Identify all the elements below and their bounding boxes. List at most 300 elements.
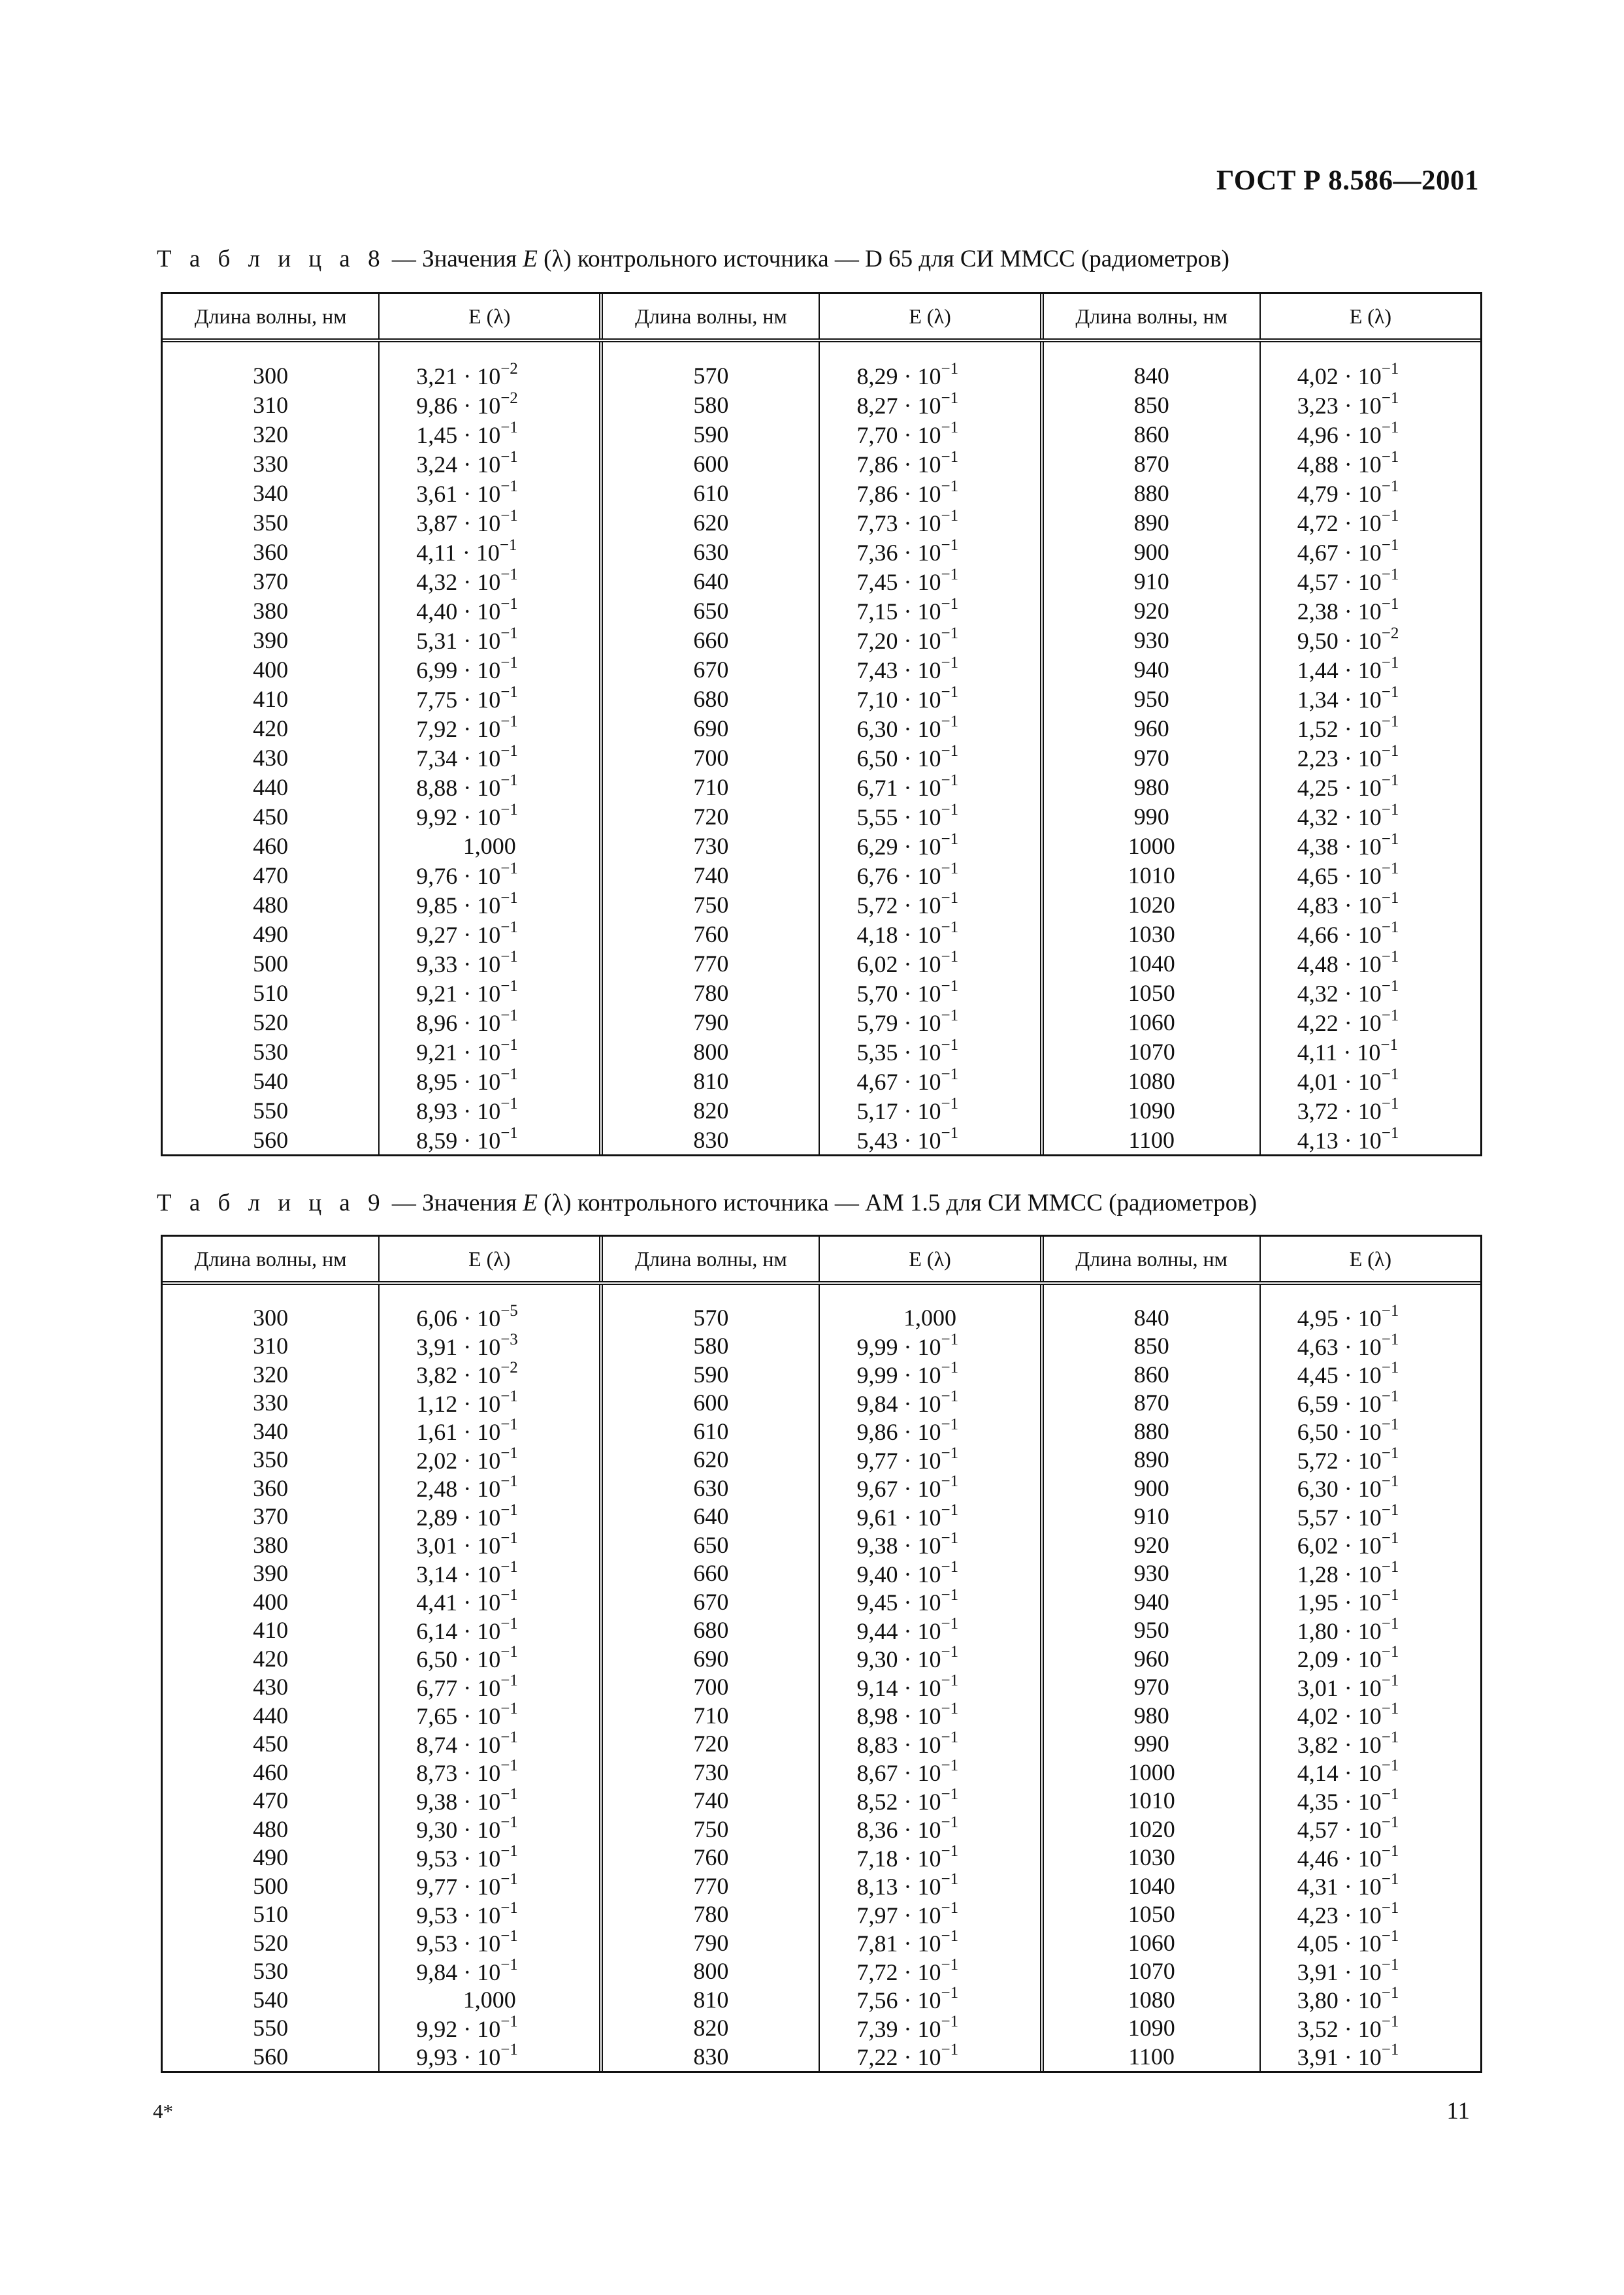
irradiance-cell: $4,11 \cdot 10^{-1}$ <box>379 537 601 566</box>
irradiance-cell: $1,52 \cdot 10^{-1}$ <box>1260 713 1480 743</box>
wavelength-cell: 970 <box>1042 743 1260 772</box>
table-row <box>163 684 1480 713</box>
irradiance-cell: $4,35 \cdot 10^{-1}$ <box>1260 1787 1480 1815</box>
table-8-header-row <box>163 294 1480 340</box>
table-9-header-irradiance: E (λ) <box>379 1237 601 1283</box>
irradiance-cell: $4,13 \cdot 10^{-1}$ <box>1260 1125 1480 1154</box>
irradiance-cell: $1,80 \cdot 10^{-1}$ <box>1260 1616 1480 1645</box>
irradiance-cell: $3,01 \cdot 10^{-1}$ <box>379 1531 601 1559</box>
irradiance-cell: $9,93 \cdot 10^{-1}$ <box>379 2042 601 2071</box>
table-row <box>163 2014 1480 2043</box>
wavelength-cell: 1050 <box>1042 978 1260 1007</box>
irradiance-cell: $1,95 \cdot 10^{-1}$ <box>1260 1587 1480 1616</box>
wavelength-cell: 1050 <box>1042 1900 1260 1929</box>
irradiance-cell: $9,53 \cdot 10^{-1}$ <box>379 1844 601 1872</box>
wavelength-cell: 660 <box>601 625 819 655</box>
wavelength-cell: 830 <box>601 2042 819 2071</box>
wavelength-cell: 770 <box>601 1872 819 1900</box>
irradiance-cell: $1,44 \cdot 10^{-1}$ <box>1260 655 1480 684</box>
wavelength-cell: 870 <box>1042 449 1260 478</box>
wavelength-cell: 710 <box>601 1701 819 1730</box>
table-8-header-irradiance: E (λ) <box>1260 294 1480 340</box>
irradiance-cell: $9,27 \cdot 10^{-1}$ <box>379 919 601 949</box>
wavelength-cell: 810 <box>601 1985 819 2014</box>
wavelength-cell: 850 <box>1042 390 1260 419</box>
irradiance-cell: $4,32 \cdot 10^{-1}$ <box>1260 802 1480 831</box>
table-row <box>163 860 1480 890</box>
irradiance-cell: $2,09 \cdot 10^{-1}$ <box>1260 1644 1480 1673</box>
table-row <box>163 1531 1480 1559</box>
wavelength-cell: 880 <box>1042 1417 1260 1446</box>
irradiance-cell: $9,44 \cdot 10^{-1}$ <box>819 1616 1041 1645</box>
irradiance-cell: $5,79 \cdot 10^{-1}$ <box>819 1007 1041 1037</box>
table-9-header-wavelength: Длина волны, нм <box>163 1237 379 1283</box>
wavelength-cell: 370 <box>253 568 289 594</box>
table-row <box>163 361 1480 390</box>
wavelength-cell: 960 <box>1042 713 1260 743</box>
irradiance-cell: $7,81 \cdot 10^{-1}$ <box>819 1929 1041 1957</box>
irradiance-cell: $2,02 \cdot 10^{-1}$ <box>379 1446 601 1474</box>
wavelength-cell: 880 <box>1042 478 1260 508</box>
wavelength-cell: 410 <box>253 685 289 712</box>
table-row <box>163 831 1480 860</box>
wavelength-cell: 360 <box>253 538 289 565</box>
irradiance-cell: $7,75 \cdot 10^{-1}$ <box>379 684 601 713</box>
wavelength-cell: 960 <box>1042 1644 1260 1673</box>
wavelength-cell: 1010 <box>1042 1787 1260 1815</box>
irradiance-cell: $7,65 \cdot 10^{-1}$ <box>379 1701 601 1730</box>
table-8-body <box>163 340 1480 1154</box>
wavelength-cell: 800 <box>601 1037 819 1066</box>
wavelength-cell: 570 <box>601 1303 819 1332</box>
table-9-header-row <box>163 1237 1480 1283</box>
irradiance-cell: $8,73 \cdot 10^{-1}$ <box>379 1758 601 1787</box>
irradiance-cell: $9,14 \cdot 10^{-1}$ <box>819 1673 1041 1702</box>
table-spacer-cell <box>601 1283 819 1303</box>
document-code: ГОСТ Р 8.586—2001 <box>1216 165 1479 196</box>
table-spacer-cell <box>163 340 379 361</box>
table-row <box>163 1673 1480 1702</box>
table-row <box>163 566 1480 596</box>
irradiance-cell: $3,14 \cdot 10^{-1}$ <box>379 1559 601 1588</box>
irradiance-cell: $4,96 \cdot 10^{-1}$ <box>1260 419 1480 449</box>
irradiance-cell: $8,29 \cdot 10^{-1}$ <box>819 361 1041 390</box>
table-row <box>163 1303 1480 1332</box>
wavelength-cell: 940 <box>1042 1587 1260 1616</box>
wavelength-cell: 330 <box>253 1390 289 1416</box>
table-row <box>163 1125 1480 1154</box>
irradiance-cell: $8,96 \cdot 10^{-1}$ <box>379 1007 601 1037</box>
irradiance-cell: $9,38 \cdot 10^{-1}$ <box>379 1787 601 1815</box>
table-row <box>163 1503 1480 1531</box>
table-spacer-cell <box>601 340 819 361</box>
irradiance-cell: $9,92 \cdot 10^{-1}$ <box>379 802 601 831</box>
irradiance-cell: $4,25 \cdot 10^{-1}$ <box>1260 772 1480 802</box>
wavelength-cell: 680 <box>601 684 819 713</box>
wavelength-cell: 410 <box>253 1617 289 1644</box>
wavelength-cell: 300 <box>253 1304 289 1331</box>
table-row <box>163 1007 1480 1037</box>
irradiance-cell: $7,56 \cdot 10^{-1}$ <box>819 1985 1041 2014</box>
irradiance-cell: $8,95 \cdot 10^{-1}$ <box>379 1066 601 1096</box>
wavelength-cell: 490 <box>253 1844 289 1871</box>
irradiance-cell: $4,63 \cdot 10^{-1}$ <box>1260 1332 1480 1361</box>
table-row <box>163 1446 1480 1474</box>
table-spacer-cell <box>1260 340 1480 361</box>
table-row <box>163 2042 1480 2071</box>
irradiance-cell: $7,18 \cdot 10^{-1}$ <box>819 1844 1041 1872</box>
table-9-body <box>163 1283 1480 2071</box>
irradiance-cell: $7,92 \cdot 10^{-1}$ <box>379 713 601 743</box>
wavelength-cell: 1030 <box>1042 1844 1260 1872</box>
wavelength-cell: 1020 <box>1042 1815 1260 1844</box>
irradiance-cell: $3,52 \cdot 10^{-1}$ <box>1260 2014 1480 2043</box>
wavelength-cell: 570 <box>601 361 819 390</box>
irradiance-cell: $7,45 \cdot 10^{-1}$ <box>819 566 1041 596</box>
wavelength-cell: 600 <box>601 449 819 478</box>
irradiance-cell: $3,87 \cdot 10^{-1}$ <box>379 508 601 537</box>
table-row <box>163 1957 1480 1986</box>
wavelength-cell: 650 <box>601 1531 819 1559</box>
sheet-mark: 4* <box>153 2100 173 2123</box>
wavelength-cell: 590 <box>601 1360 819 1389</box>
wavelength-cell: 650 <box>601 596 819 625</box>
irradiance-cell: $5,72 \cdot 10^{-1}$ <box>1260 1446 1480 1474</box>
wavelength-cell: 990 <box>1042 802 1260 831</box>
table-8-header-wavelength: Длина волны, нм <box>163 294 379 340</box>
irradiance-cell: $9,53 \cdot 10^{-1}$ <box>379 1929 601 1957</box>
wavelength-cell: 540 <box>253 1067 289 1094</box>
wavelength-cell: 970 <box>1042 1673 1260 1702</box>
irradiance-cell: $7,10 \cdot 10^{-1}$ <box>819 684 1041 713</box>
irradiance-cell: $1,34 \cdot 10^{-1}$ <box>1260 684 1480 713</box>
wavelength-cell: 1040 <box>1042 1872 1260 1900</box>
irradiance-cell: $8,74 \cdot 10^{-1}$ <box>379 1730 601 1759</box>
table-9-caption-e: E <box>523 1190 538 1216</box>
wavelength-cell: 1000 <box>1042 1758 1260 1787</box>
irradiance-cell: $9,33 \cdot 10^{-1}$ <box>379 949 601 978</box>
table-row <box>163 1929 1480 1957</box>
irradiance-cell: $9,85 \cdot 10^{-1}$ <box>379 890 601 919</box>
table-9-header-wavelength: Длина волны, нм <box>1042 1237 1260 1283</box>
irradiance-cell: $9,53 \cdot 10^{-1}$ <box>379 1900 601 1929</box>
wavelength-cell: 900 <box>1042 537 1260 566</box>
table-row <box>163 1787 1480 1815</box>
irradiance-cell: $4,57 \cdot 10^{-1}$ <box>1260 566 1480 596</box>
wavelength-cell: 690 <box>601 1644 819 1673</box>
table-spacer-cell <box>1260 1283 1480 1303</box>
table-row <box>163 890 1480 919</box>
wavelength-cell: 430 <box>253 1674 289 1701</box>
irradiance-cell: $4,88 \cdot 10^{-1}$ <box>1260 449 1480 478</box>
wavelength-cell: 1060 <box>1042 1929 1260 1957</box>
wavelength-cell: 920 <box>1042 596 1260 625</box>
irradiance-cell: $4,02 \cdot 10^{-1}$ <box>1260 361 1480 390</box>
irradiance-cell: $1,28 \cdot 10^{-1}$ <box>1260 1559 1480 1588</box>
irradiance-cell: $6,50 \cdot 10^{-1}$ <box>379 1644 601 1673</box>
table-row <box>163 1900 1480 1929</box>
wavelength-cell: 580 <box>601 1332 819 1361</box>
table-spacer-cell <box>379 340 601 361</box>
wavelength-cell: 470 <box>253 1787 289 1814</box>
irradiance-cell: $4,46 \cdot 10^{-1}$ <box>1260 1844 1480 1872</box>
irradiance-cell: $9,86 \cdot 10^{-1}$ <box>819 1417 1041 1446</box>
wavelength-cell: 380 <box>253 597 289 624</box>
wavelength-cell: 670 <box>601 655 819 684</box>
table-row <box>163 919 1480 949</box>
table-spacer-row <box>163 1283 1480 1303</box>
table-row <box>163 508 1480 537</box>
wavelength-cell: 830 <box>601 1125 819 1154</box>
irradiance-cell: $8,52 \cdot 10^{-1}$ <box>819 1787 1041 1815</box>
wavelength-cell: 790 <box>601 1007 819 1037</box>
table-row <box>163 1332 1480 1361</box>
irradiance-cell: $7,15 \cdot 10^{-1}$ <box>819 596 1041 625</box>
table-row <box>163 655 1480 684</box>
wavelength-cell: 850 <box>1042 1332 1260 1361</box>
wavelength-cell: 660 <box>601 1559 819 1588</box>
irradiance-cell: $4,31 \cdot 10^{-1}$ <box>1260 1872 1480 1900</box>
wavelength-cell: 490 <box>253 920 289 947</box>
irradiance-cell: $9,84 \cdot 10^{-1}$ <box>379 1957 601 1986</box>
wavelength-cell: 400 <box>253 1588 289 1615</box>
wavelength-cell: 890 <box>1042 1446 1260 1474</box>
wavelength-cell: 980 <box>1042 772 1260 802</box>
wavelength-cell: 940 <box>1042 655 1260 684</box>
irradiance-cell: $6,99 \cdot 10^{-1}$ <box>379 655 601 684</box>
wavelength-cell: 840 <box>1042 1303 1260 1332</box>
wavelength-cell: 710 <box>601 772 819 802</box>
wavelength-cell: 1030 <box>1042 919 1260 949</box>
wavelength-cell: 950 <box>1042 1616 1260 1645</box>
table-row <box>163 1037 1480 1066</box>
wavelength-cell: 820 <box>601 2014 819 2043</box>
wavelength-cell: 780 <box>601 1900 819 1929</box>
irradiance-cell: $4,95 \cdot 10^{-1}$ <box>1260 1303 1480 1332</box>
wavelength-cell: 900 <box>1042 1474 1260 1503</box>
table-row <box>163 1730 1480 1759</box>
wavelength-cell: 310 <box>253 391 289 418</box>
table-8-header-wavelength: Длина волны, нм <box>601 294 819 340</box>
wavelength-cell: 320 <box>253 421 289 448</box>
table-9-caption-rest: (λ) контрольного источника — AM 1.5 для СИ ММСС (радиометров) <box>537 1190 1258 1216</box>
irradiance-cell: $5,17 \cdot 10^{-1}$ <box>819 1096 1041 1125</box>
wavelength-cell: 420 <box>253 1645 289 1672</box>
irradiance-cell: $9,30 \cdot 10^{-1}$ <box>819 1644 1041 1673</box>
wavelength-cell: 320 <box>253 1361 289 1388</box>
irradiance-cell: $6,50 \cdot 10^{-1}$ <box>819 743 1041 772</box>
wavelength-cell: 640 <box>601 1503 819 1531</box>
wavelength-cell: 760 <box>601 919 819 949</box>
wavelength-cell: 980 <box>1042 1701 1260 1730</box>
table-row <box>163 1096 1480 1125</box>
irradiance-cell: $8,27 \cdot 10^{-1}$ <box>819 390 1041 419</box>
irradiance-cell: $9,99 \cdot 10^{-1}$ <box>819 1360 1041 1389</box>
wavelength-cell: 610 <box>601 478 819 508</box>
irradiance-cell: $8,93 \cdot 10^{-1}$ <box>379 1096 601 1125</box>
irradiance-cell: $5,35 \cdot 10^{-1}$ <box>819 1037 1041 1066</box>
table-row <box>163 713 1480 743</box>
irradiance-cell: $4,32 \cdot 10^{-1}$ <box>379 566 601 596</box>
irradiance-cell: $8,59 \cdot 10^{-1}$ <box>379 1125 601 1154</box>
irradiance-cell: $6,76 \cdot 10^{-1}$ <box>819 860 1041 890</box>
wavelength-cell: 580 <box>601 390 819 419</box>
irradiance-cell: $6,14 \cdot 10^{-1}$ <box>379 1616 601 1645</box>
wavelength-cell: 600 <box>601 1389 819 1418</box>
irradiance-cell: $8,36 \cdot 10^{-1}$ <box>819 1815 1041 1844</box>
wavelength-cell: 820 <box>601 1096 819 1125</box>
table-row <box>163 1474 1480 1503</box>
wavelength-cell: 810 <box>601 1066 819 1096</box>
irradiance-cell: $5,43 \cdot 10^{-1}$ <box>819 1125 1041 1154</box>
irradiance-cell: $2,48 \cdot 10^{-1}$ <box>379 1474 601 1503</box>
wavelength-cell: 930 <box>1042 625 1260 655</box>
irradiance-cell: $9,21 \cdot 10^{-1}$ <box>379 978 601 1007</box>
table-9-header-wavelength: Длина волны, нм <box>601 1237 819 1283</box>
wavelength-cell: 1020 <box>1042 890 1260 919</box>
irradiance-cell: $1,12 \cdot 10^{-1}$ <box>379 1389 601 1418</box>
irradiance-cell: $9,61 \cdot 10^{-1}$ <box>819 1503 1041 1531</box>
wavelength-cell: 930 <box>1042 1559 1260 1588</box>
wavelength-cell: 620 <box>601 1446 819 1474</box>
wavelength-cell: 670 <box>601 1587 819 1616</box>
wavelength-cell: 700 <box>601 743 819 772</box>
irradiance-cell: $4,79 \cdot 10^{-1}$ <box>1260 478 1480 508</box>
irradiance-cell: $3,21 \cdot 10^{-2}$ <box>379 361 601 390</box>
table-8-caption-rest: (λ) контрольного источника — D 65 для СИ ММСС (радиометров) <box>537 246 1229 272</box>
irradiance-cell: $8,88 \cdot 10^{-1}$ <box>379 772 601 802</box>
table-row <box>163 1389 1480 1418</box>
wavelength-cell: 640 <box>601 566 819 596</box>
irradiance-cell: $1,61 \cdot 10^{-1}$ <box>379 1417 601 1446</box>
table-9-header-irradiance: E (λ) <box>819 1237 1041 1283</box>
irradiance-cell: $1,45 \cdot 10^{-1}$ <box>379 419 601 449</box>
wavelength-cell: 500 <box>253 1872 289 1899</box>
irradiance-cell: $4,72 \cdot 10^{-1}$ <box>1260 508 1480 537</box>
wavelength-cell: 330 <box>253 450 289 477</box>
wavelength-cell: 560 <box>253 1126 289 1153</box>
irradiance-cell: $4,66 \cdot 10^{-1}$ <box>1260 919 1480 949</box>
table-spacer-cell <box>163 1283 379 1303</box>
table-row <box>163 772 1480 802</box>
irradiance-cell: $5,72 \cdot 10^{-1}$ <box>819 890 1041 919</box>
wavelength-cell: 860 <box>1042 1360 1260 1389</box>
wavelength-cell: 460 <box>253 832 289 859</box>
wavelength-cell: 1040 <box>1042 949 1260 978</box>
irradiance-cell: $5,57 \cdot 10^{-1}$ <box>1260 1503 1480 1531</box>
wavelength-cell: 550 <box>253 1097 289 1124</box>
wavelength-cell: 770 <box>601 949 819 978</box>
wavelength-cell: 420 <box>253 715 289 741</box>
table-row <box>163 625 1480 655</box>
table-row <box>163 1559 1480 1588</box>
irradiance-cell: $2,23 \cdot 10^{-1}$ <box>1260 743 1480 772</box>
wavelength-cell: 480 <box>253 1815 289 1842</box>
irradiance-cell: $4,05 \cdot 10^{-1}$ <box>1260 1929 1480 1957</box>
wavelength-cell: 630 <box>601 537 819 566</box>
irradiance-cell: $6,71 \cdot 10^{-1}$ <box>819 772 1041 802</box>
irradiance-cell: $3,01 \cdot 10^{-1}$ <box>1260 1673 1480 1702</box>
table-8-caption-dash: — Значения <box>385 246 523 272</box>
irradiance-cell: $4,01 \cdot 10^{-1}$ <box>1260 1066 1480 1096</box>
irradiance-cell: $9,30 \cdot 10^{-1}$ <box>379 1815 601 1844</box>
wavelength-cell: 370 <box>253 1503 289 1530</box>
wavelength-cell: 390 <box>253 627 289 653</box>
wavelength-cell: 690 <box>601 713 819 743</box>
table-spacer-cell <box>819 340 1041 361</box>
wavelength-cell: 450 <box>253 1731 289 1757</box>
table-9 <box>161 1235 1482 2073</box>
wavelength-cell: 1080 <box>1042 1985 1260 2014</box>
irradiance-cell: 1,000 <box>819 1303 1041 1332</box>
irradiance-cell: $5,31 \cdot 10^{-1}$ <box>379 625 601 655</box>
wavelength-cell: 790 <box>601 1929 819 1957</box>
irradiance-cell: $4,83 \cdot 10^{-1}$ <box>1260 890 1480 919</box>
table-spacer-cell <box>819 1283 1041 1303</box>
irradiance-cell: $6,30 \cdot 10^{-1}$ <box>1260 1474 1480 1503</box>
wavelength-cell: 390 <box>253 1560 289 1587</box>
wavelength-cell: 520 <box>253 1009 289 1035</box>
irradiance-cell: $8,67 \cdot 10^{-1}$ <box>819 1758 1041 1787</box>
wavelength-cell: 1080 <box>1042 1066 1260 1096</box>
irradiance-cell: $4,40 \cdot 10^{-1}$ <box>379 596 601 625</box>
wavelength-cell: 310 <box>253 1333 289 1359</box>
irradiance-cell: $7,34 \cdot 10^{-1}$ <box>379 743 601 772</box>
table-8-caption-e: E <box>523 246 538 272</box>
irradiance-cell: $4,67 \cdot 10^{-1}$ <box>1260 537 1480 566</box>
table-row <box>163 1701 1480 1730</box>
table-8-header-irradiance: E (λ) <box>379 294 601 340</box>
wavelength-cell: 440 <box>253 773 289 800</box>
irradiance-cell: $4,23 \cdot 10^{-1}$ <box>1260 1900 1480 1929</box>
wavelength-cell: 890 <box>1042 508 1260 537</box>
table-row <box>163 449 1480 478</box>
wavelength-cell: 910 <box>1042 566 1260 596</box>
irradiance-cell: $5,70 \cdot 10^{-1}$ <box>819 978 1041 1007</box>
wavelength-cell: 1100 <box>1042 1125 1260 1154</box>
table-spacer-cell <box>1042 340 1260 361</box>
wavelength-cell: 360 <box>253 1474 289 1501</box>
table-9-caption <box>157 1189 1257 1217</box>
table-row <box>163 390 1480 419</box>
irradiance-cell: $3,61 \cdot 10^{-1}$ <box>379 478 601 508</box>
wavelength-cell: 800 <box>601 1957 819 1986</box>
wavelength-cell: 1060 <box>1042 1007 1260 1037</box>
irradiance-cell: $4,18 \cdot 10^{-1}$ <box>819 919 1041 949</box>
irradiance-cell: $7,86 \cdot 10^{-1}$ <box>819 478 1041 508</box>
irradiance-cell: $6,59 \cdot 10^{-1}$ <box>1260 1389 1480 1418</box>
irradiance-cell: $3,82 \cdot 10^{-2}$ <box>379 1360 601 1389</box>
irradiance-cell: $3,82 \cdot 10^{-1}$ <box>1260 1730 1480 1759</box>
wavelength-cell: 500 <box>253 950 289 977</box>
irradiance-cell: $8,98 \cdot 10^{-1}$ <box>819 1701 1041 1730</box>
irradiance-cell: $8,83 \cdot 10^{-1}$ <box>819 1730 1041 1759</box>
irradiance-cell: $7,43 \cdot 10^{-1}$ <box>819 655 1041 684</box>
wavelength-cell: 910 <box>1042 1503 1260 1531</box>
table-8-header-wavelength: Длина волны, нм <box>1042 294 1260 340</box>
table-row <box>163 419 1480 449</box>
irradiance-cell: $4,67 \cdot 10^{-1}$ <box>819 1066 1041 1096</box>
irradiance-cell: $7,73 \cdot 10^{-1}$ <box>819 508 1041 537</box>
irradiance-cell: $4,14 \cdot 10^{-1}$ <box>1260 1758 1480 1787</box>
wavelength-cell: 860 <box>1042 419 1260 449</box>
irradiance-cell: $2,89 \cdot 10^{-1}$ <box>379 1503 601 1531</box>
table-8-header-irradiance: E (λ) <box>819 294 1041 340</box>
wavelength-cell: 990 <box>1042 1730 1260 1759</box>
wavelength-cell: 720 <box>601 802 819 831</box>
table-row <box>163 802 1480 831</box>
wavelength-cell: 1000 <box>1042 831 1260 860</box>
